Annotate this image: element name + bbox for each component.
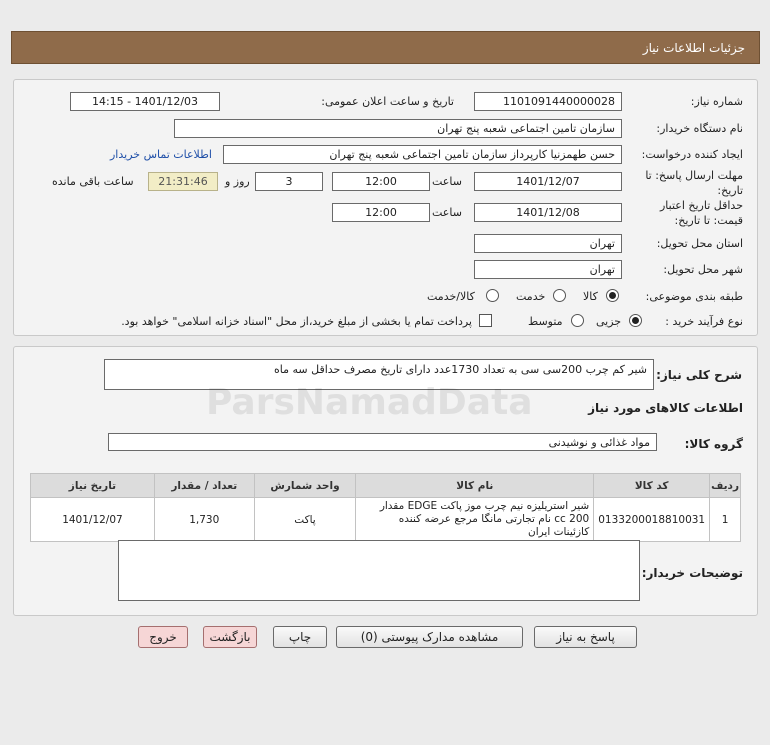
treasury-payment-note: پرداخت تمام یا بخشی از مبلغ خرید،از محل "اسناد خزانه اسلامی" خواهد بود. [121,315,472,328]
treasury-payment-checkbox[interactable] [479,314,492,327]
col-code-header: کد کالا [594,474,710,498]
goods-group-field: مواد غذائی و نوشیدنی [108,433,657,451]
goods-info-title: اطلاعات کالاهای مورد نیاز [588,401,743,415]
category-goods-service-label: کالا/خدمت [427,290,475,303]
col-name-header: نام کالا [356,474,594,498]
announce-field[interactable]: 1401/12/03 - 14:15 [70,92,220,111]
buyer-org-label: نام دستگاه خریدار: [656,122,743,135]
attachments-button[interactable]: مشاهده مدارک پیوستی (0) [336,626,523,648]
col-qty-header: تعداد / مقدار [154,474,254,498]
cell-date: 1401/12/07 [31,498,155,542]
validity-time-field[interactable]: 12:00 [332,203,430,222]
creator-label: ایجاد کننده درخواست: [641,148,743,161]
province-label: استان محل تحویل: [656,237,743,250]
need-number-label: شماره نیاز: [690,95,743,108]
process-minor-radio[interactable] [629,314,642,327]
page-title: جزئیات اطلاعات نیاز [642,41,745,55]
buyer-contact-link[interactable]: اطلاعات تماس خریدار [110,148,212,161]
city-label: شهر محل تحویل: [663,263,743,276]
print-button[interactable]: چاپ [273,626,327,648]
summary-label: شرح کلی نیاز: [656,368,742,382]
remaining-time-field: 21:31:46 [148,172,218,191]
process-label: نوع فرآیند خرید : [665,315,743,328]
process-minor-label: جزیی [596,315,622,328]
back-button[interactable]: بازگشت [203,626,257,648]
remaining-label: ساعت باقی مانده [52,175,134,188]
city-field[interactable]: تهران [474,260,622,279]
page-header [11,31,760,64]
category-label: طبقه بندی موضوعی: [645,290,743,303]
days-label: روز و [225,175,250,188]
cell-name: شیر استریلیزه نیم چرب موز پاکت EDGE مقدار 200 cc نام تجارتی مانگا مرجع عرضه کننده کازئینات ایران [356,498,594,542]
buyer-notes-label: توضیحات خریدار: [641,566,743,580]
category-service-radio[interactable] [553,289,566,302]
exit-button[interactable]: خروج [138,626,188,648]
reply-time-field[interactable]: 12:00 [332,172,430,191]
cell-unit: پاکت [254,498,356,542]
reply-date-field[interactable]: 1401/12/07 [474,172,622,191]
cell-code: 0133200018810031 [594,498,710,542]
category-service-label: خدمت [516,290,546,303]
col-unit-header: واحد شمارش [254,474,356,498]
announce-label: تاریخ و ساعت اعلان عمومی: [321,95,454,108]
buyer-org-field[interactable]: سازمان تامین اجتماعی شعبه پنج تهران [174,119,622,138]
validity-time-label: ساعت [432,206,462,219]
goods-group-label: گروه کالا: [684,437,743,451]
reply-deadline-label: مهلت ارسال پاسخ: تا تاریخ: [645,169,743,197]
validity-date-field[interactable]: 1401/12/08 [474,203,622,222]
col-date-header: تاریخ نیاز [31,474,155,498]
goods-table [30,473,741,542]
cell-qty: 1,730 [154,498,254,542]
category-goods-service-radio[interactable] [486,289,499,302]
summary-field: شیر کم چرب 200سی سی به تعداد 1730عدد دارای تاریخ مصرف حداقل سه ماه [104,359,654,390]
process-medium-label: متوسط [528,315,563,328]
reply-button[interactable]: پاسخ به نیاز [534,626,637,648]
reply-time-label: ساعت [432,175,462,188]
category-goods-radio[interactable] [606,289,619,302]
need-number-field[interactable]: 1101091440000028 [474,92,622,111]
validity-label: حداقل تاریخ اعتبار قیمت: تا تاریخ: [659,199,743,227]
province-field[interactable]: تهران [474,234,622,253]
category-goods-label: کالا [583,290,598,303]
table-row[interactable] [31,498,741,542]
creator-field[interactable]: حسن طهمزنیا کارپرداز سازمان تامین اجتماعی شعبه پنج تهران [223,145,622,164]
col-row-header: ردیف [710,474,741,498]
process-medium-radio[interactable] [571,314,584,327]
buyer-notes-field [118,540,640,601]
days-field[interactable]: 3 [255,172,323,191]
cell-row: 1 [710,498,741,542]
